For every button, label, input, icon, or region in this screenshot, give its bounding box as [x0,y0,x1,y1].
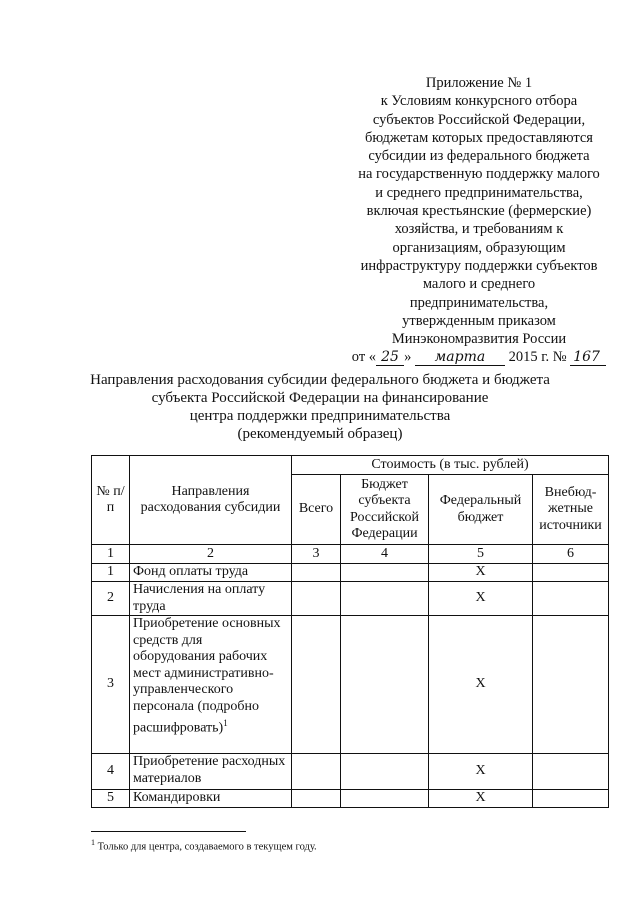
row-direction: Фонд оплаты труда [130,564,292,582]
column-index: 3 [292,545,341,564]
row-regional [341,790,429,808]
row-federal-mark: X [429,790,533,808]
row-total [292,754,341,790]
appendix-line: инфраструктуру поддержки субъектов [360,257,598,274]
decree-prefix: от « [351,349,377,366]
row-total [292,616,341,754]
row-regional [341,564,429,582]
header-regional-budget: Бюджет субъекта Российской Федерации [341,475,429,545]
row-extra [533,564,609,582]
appendix-header [340,74,618,367]
footnote-divider [91,831,246,832]
row-federal-mark: X [429,564,533,582]
title-line: (рекомендуемый образец) [237,426,403,442]
decree-year: 2015 г. № [508,349,567,366]
appendix-line: Минэкономразвития России [391,331,567,348]
column-index: 2 [130,545,292,564]
decree-quote: » [404,349,412,366]
footnote-reference: 1 [223,718,228,728]
row-regional [341,616,429,754]
appendix-line: к Условиям конкурсного отбора [380,93,578,110]
table-row [92,616,609,754]
column-index: 6 [533,545,609,564]
expenditure-table [91,455,609,808]
title-line: субъекта Российской Федерации на финансирование [151,390,489,406]
title-line: Направления расходования субсидии федерального бюджета и бюджета [90,372,550,388]
footnote-mark: 1 [91,838,95,847]
row-regional [341,582,429,616]
table-row [92,790,609,808]
row-number: 3 [92,616,130,754]
appendix-line: и среднего предпринимательства, [375,184,583,201]
appendix-line: малого и среднего [422,276,536,293]
decree-month: марта [415,350,505,366]
table-row [92,754,609,790]
header-federal-budget: Федеральный бюджет [429,475,533,545]
header-cost: Стоимость (в тыс. рублей) [292,456,609,475]
appendix-line: субсидии из федерального бюджета [368,148,590,165]
row-extra [533,754,609,790]
header-direction: Направления расходования субсидии [130,456,292,545]
row-federal-mark: X [429,754,533,790]
appendix-line: субъектов Российской Федерации, [372,111,586,128]
row-number: 2 [92,582,130,616]
row-extra [533,616,609,754]
row-total [292,564,341,582]
column-index: 4 [341,545,429,564]
appendix-line: утвержденным приказом [402,312,556,329]
column-index-row [92,545,609,564]
table-row [92,564,609,582]
appendix-line: организациям, образующим [392,239,566,256]
footnote-text: Только для центра, создаваемого в текущем году. [97,841,317,853]
row-direction: Командировки [130,790,292,808]
decree-line [340,348,618,366]
appendix-line: на государственную поддержку малого [358,166,600,183]
decree-number: 167 [570,350,606,366]
header-total: Всего [292,475,341,545]
appendix-line: бюджетам которых предоставляются [365,129,593,146]
row-direction: Приобретение основных средств для оборудования рабочих мест административно-управленческого персонала (подробно расшифровать) [133,616,281,736]
row-number: 4 [92,754,130,790]
header-extra-budgetary: Внебюд-жетные источники [533,475,609,545]
row-federal-mark: X [429,582,533,616]
appendix-line: включая крестьянские (фермерские) [366,203,592,220]
row-direction: Приобретение расходных материалов [130,754,292,790]
row-federal-mark: X [429,616,533,754]
footnote [91,838,317,853]
header-number: № п/п [92,456,130,545]
row-number: 5 [92,790,130,808]
row-direction: Начисления на оплату труда [130,582,292,616]
decree-day: 25 [376,350,404,366]
row-extra [533,582,609,616]
appendix-line: хозяйства, и требованиям к [394,221,564,238]
row-regional [341,754,429,790]
appendix-line: Приложение № 1 [425,75,533,91]
row-direction-cell [130,616,292,754]
title-line: центра поддержки предпринимательства [189,408,451,424]
row-total [292,790,341,808]
table-row [92,582,609,616]
column-index: 5 [429,545,533,564]
appendix-line: предпринимательства, [409,294,549,311]
row-total [292,582,341,616]
row-extra [533,790,609,808]
row-number: 1 [92,564,130,582]
document-title [60,371,580,443]
column-index: 1 [92,545,130,564]
